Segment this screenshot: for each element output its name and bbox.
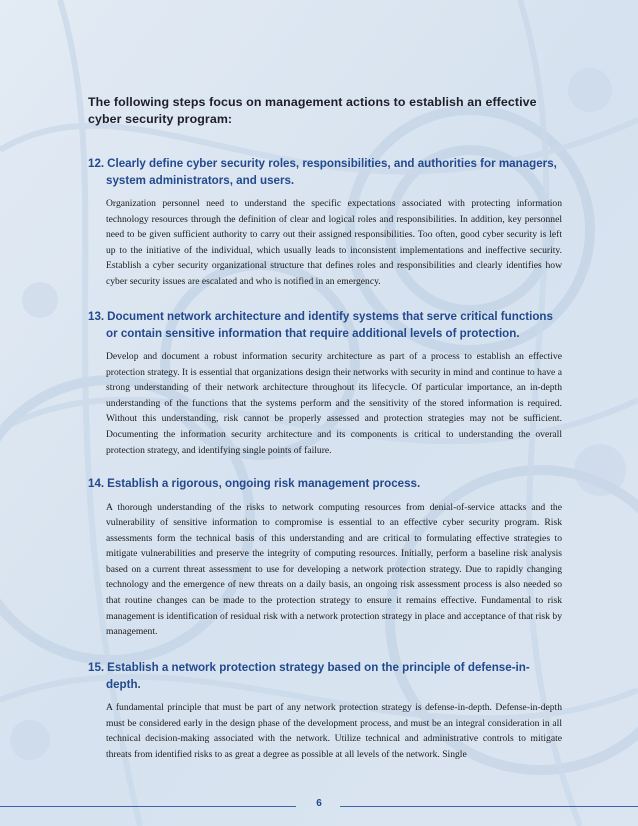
step-number: 15. [88, 661, 105, 674]
step-heading-text: Establish a network protection strategy based on the principle of defense-in-depth. [106, 661, 530, 691]
step-body: Develop and document a robust information security architecture as part of a process to establish an effective protection strategy. It is essential that organizations design their networks with security in mind and continue to have a strong understanding of their network architecture throughout its lifecycle. Of particular importance, an in-depth understanding of the functions that the systems perform and the sensitivity of the stored information is required. Without this understanding, risk cannot be properly assessed and protection strategies may not be sufficient. Documenting the information security architecture and its components is critical to understanding the overall protection strategy, and identifying single points of failure. [106, 351, 562, 456]
intro-heading: The following steps focus on management actions to establish an effective cyber security program: [88, 95, 537, 126]
step-heading-text: Clearly define cyber security roles, responsibilities, and authorities for managers, system administrators, and users. [106, 157, 557, 187]
step-14 [88, 476, 564, 640]
step-15 [88, 660, 564, 762]
step-number: 12. [88, 157, 105, 170]
step-body: Organization personnel need to understand the specific expectations associated with protecting information technology resources through the definition of clear and logical roles and responsibilities. In addition, key personnel need to be given sufficient authority to carry out their assigned responsibilities. Too often, good cyber security is left up to the initiative of the individual, which usually leads to inconsistent implementations and ineffective security. Establish a cyber security organizational structure that defines roles and responsibilities and clearly identifies how cyber security issues are escalated and who is notified in an emergency. [106, 198, 562, 287]
step-number: 13. [88, 310, 105, 323]
step-13 [88, 309, 564, 458]
footer-rule-right [340, 806, 638, 807]
step-heading [88, 156, 564, 189]
step-heading-text: Document network architecture and identify systems that serve critical functions or contain sensitive information that require additional levels of protection. [106, 310, 553, 340]
step-12 [88, 156, 564, 290]
step-body: A fundamental principle that must be part of any network protection strategy is defense-in-depth. Defense-in-depth must be considered early in the design phase of the development process, and must be an integral consideration in all technical decision-making associated with the network. Utilize technical and administrative controls to mitigate threats from identified risks to as great a degree as possible at all levels of the network. Single [106, 702, 562, 760]
page-number: 6 [316, 798, 322, 809]
step-heading [88, 476, 564, 493]
footer-rule-left [0, 806, 296, 807]
step-body: A thorough understanding of the risks to network computing resources from denial-of-service attacks and the vulnerability of sensitive information to compromise is essential to an effective cyber security program. Risk assessments form the technical basis of this understanding and are critical to formulating effective strategies to mitigate vulnerabilities and preserve the integrity of computing resources. Initially, perform a baseline risk analysis based on a current threat assessment to use for developing a network protection strategy. Due to rapidly changing technology and the emergence of new threats on a daily basis, an ongoing risk assessment process is also needed so that routine changes can be made to the protection strategy to ensure it remains effective. Fundamental to risk management is identification of residual risk with a network protection strategy in place and acceptance of that risk by management. [106, 501, 562, 638]
step-heading [88, 309, 564, 342]
step-number: 14. [88, 477, 105, 490]
step-heading-text: Establish a rigorous, ongoing risk management process. [107, 477, 421, 490]
step-heading [88, 660, 564, 693]
